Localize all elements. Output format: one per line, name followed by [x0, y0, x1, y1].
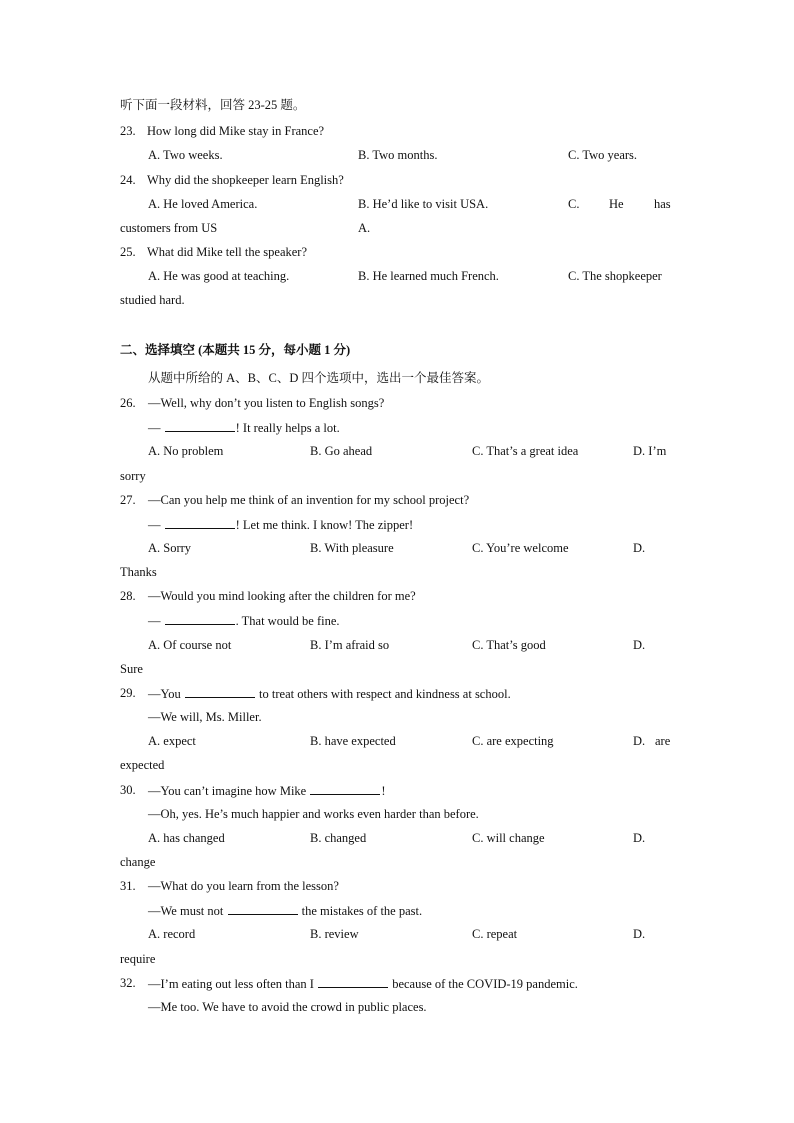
q27-line2-text: ! Let me think. I know! The zipper! [235, 518, 414, 532]
q28-option-a: A. Of course not [148, 638, 232, 652]
q31-option-b: B. review [310, 927, 359, 941]
q29-line1 [148, 685, 511, 702]
q29-option-c: C. are expecting [472, 734, 554, 748]
q30-number: 30. [120, 783, 136, 797]
q26-number: 26. [120, 396, 136, 410]
q28-option-c: C. That’s good [472, 638, 546, 652]
q28-option-b: B. I’m afraid so [310, 638, 390, 652]
q31-option-d-cont: require [120, 952, 156, 966]
q31-line2-start: —We must not [148, 904, 224, 918]
q27-option-b: B. With pleasure [310, 541, 394, 555]
q31-option-a: A. record [148, 927, 196, 941]
q25-option-b: B. He learned much French. [358, 269, 499, 283]
q28-blank [165, 612, 235, 625]
q24-option-c-word2: has [654, 197, 671, 211]
q27-option-a: A. Sorry [148, 541, 192, 555]
q28-line1: —Would you mind looking after the children for me? [148, 589, 416, 603]
q31-line2 [148, 902, 422, 919]
q27-line1: —Can you help me think of an invention for my school project? [148, 493, 470, 507]
q29-line1-end: to treat others with respect and kindness at school. [259, 687, 511, 701]
q31-number: 31. [120, 879, 136, 893]
q24-option-c-cont: customers from US [120, 221, 218, 235]
q26-dash: — [148, 421, 161, 435]
q27-number: 27. [120, 493, 136, 507]
q29-number: 29. [120, 686, 136, 700]
q24-number: 24. [120, 173, 136, 187]
q24-option-c-label: C. [568, 197, 580, 211]
q29-option-a: A. expect [148, 734, 196, 748]
q27-line2 [148, 516, 413, 533]
q27-option-d: D. [633, 541, 646, 555]
q26-option-d-cont: sorry [120, 469, 146, 483]
q26-option-a: A. No problem [148, 444, 224, 458]
q32-line2: —Me too. We have to avoid the crowd in public places. [148, 1000, 427, 1014]
q30-option-a: A. has changed [148, 831, 225, 845]
q25-option-c-cont: studied hard. [120, 293, 185, 307]
q31-line2-end: the mistakes of the past. [301, 904, 423, 918]
q28-line2-text: . That would be fine. [235, 614, 340, 628]
section2-instruction: 从题中所给的 A、B、C、D 四个选项中，选出一个最佳答案。 [148, 371, 489, 385]
q30-option-c: C. will change [472, 831, 545, 845]
q29-option-d-word: are [655, 734, 671, 748]
q31-blank [228, 902, 298, 915]
q26-option-c: C. That’s a great idea [472, 444, 579, 458]
q23-option-c: C. Two years. [568, 148, 638, 162]
q28-number: 28. [120, 589, 136, 603]
q27-blank [165, 516, 235, 529]
q26-line2 [148, 419, 340, 436]
q29-line2: —We will, Ms. Miller. [148, 710, 262, 724]
q31-line1: —What do you learn from the lesson? [148, 879, 339, 893]
q24-text: Why did the shopkeeper learn English? [147, 173, 344, 187]
q24-option-a: A. He loved America. [148, 197, 258, 211]
q27-option-d-cont: Thanks [120, 565, 157, 579]
q26-line1: —Well, why don’t you listen to English songs? [148, 396, 385, 410]
q25-option-a: A. He was good at teaching. [148, 269, 290, 283]
q29-blank [185, 685, 255, 698]
q30-option-b: B. changed [310, 831, 367, 845]
q23-option-b: B. Two months. [358, 148, 438, 162]
q32-line1-start: —I’m eating out less often than I [148, 977, 314, 991]
q28-line2 [148, 612, 340, 629]
q31-option-d: D. [633, 927, 646, 941]
q26-line2-text: ! It really helps a lot. [235, 421, 340, 435]
q30-line1-end: ! [381, 784, 386, 798]
section2-title: 二、选择填空 (本题共 15 分，每小题 1 分) [120, 343, 351, 357]
q32-blank [318, 975, 388, 988]
q26-option-d: D. I’m [633, 444, 667, 458]
q30-option-d-cont: change [120, 855, 156, 869]
q27-dash: — [148, 518, 161, 532]
q30-option-d: D. [633, 831, 646, 845]
q30-line1-start: —You can’t imagine how Mike [148, 784, 307, 798]
q32-line1 [148, 975, 578, 992]
q25-option-c: C. The shopkeeper [568, 269, 662, 283]
q25-number: 25. [120, 245, 136, 259]
q25-text: What did Mike tell the speaker? [147, 245, 308, 259]
q30-line1 [148, 782, 386, 799]
q23-option-a: A. Two weeks. [148, 148, 223, 162]
q26-option-b: B. Go ahead [310, 444, 373, 458]
q23-number: 23. [120, 124, 136, 138]
q32-number: 32. [120, 976, 136, 990]
q29-option-b: B. have expected [310, 734, 396, 748]
q29-option-d-cont: expected [120, 758, 165, 772]
q29-option-d-label: D. [633, 734, 646, 748]
q32-line1-end: because of the COVID-19 pandemic. [392, 977, 578, 991]
q24-option-c-word1: He [609, 197, 624, 211]
q30-line2: —Oh, yes. He’s much happier and works even harder than before. [148, 807, 479, 821]
q29-line1-start: —You [148, 687, 181, 701]
q24-extra-label: A. [358, 221, 371, 235]
q26-blank [165, 419, 235, 432]
q30-blank [310, 782, 380, 795]
q28-option-d: D. [633, 638, 646, 652]
q24-option-b: B. He’d like to visit USA. [358, 197, 489, 211]
q31-option-c: C. repeat [472, 927, 518, 941]
q28-dash: — [148, 614, 161, 628]
q27-option-c: C. You’re welcome [472, 541, 569, 555]
q28-option-d-cont: Sure [120, 662, 143, 676]
q23-text: How long did Mike stay in France? [147, 124, 325, 138]
section1-intro: 听下面一段材料，回答 23-25 题。 [120, 98, 306, 112]
